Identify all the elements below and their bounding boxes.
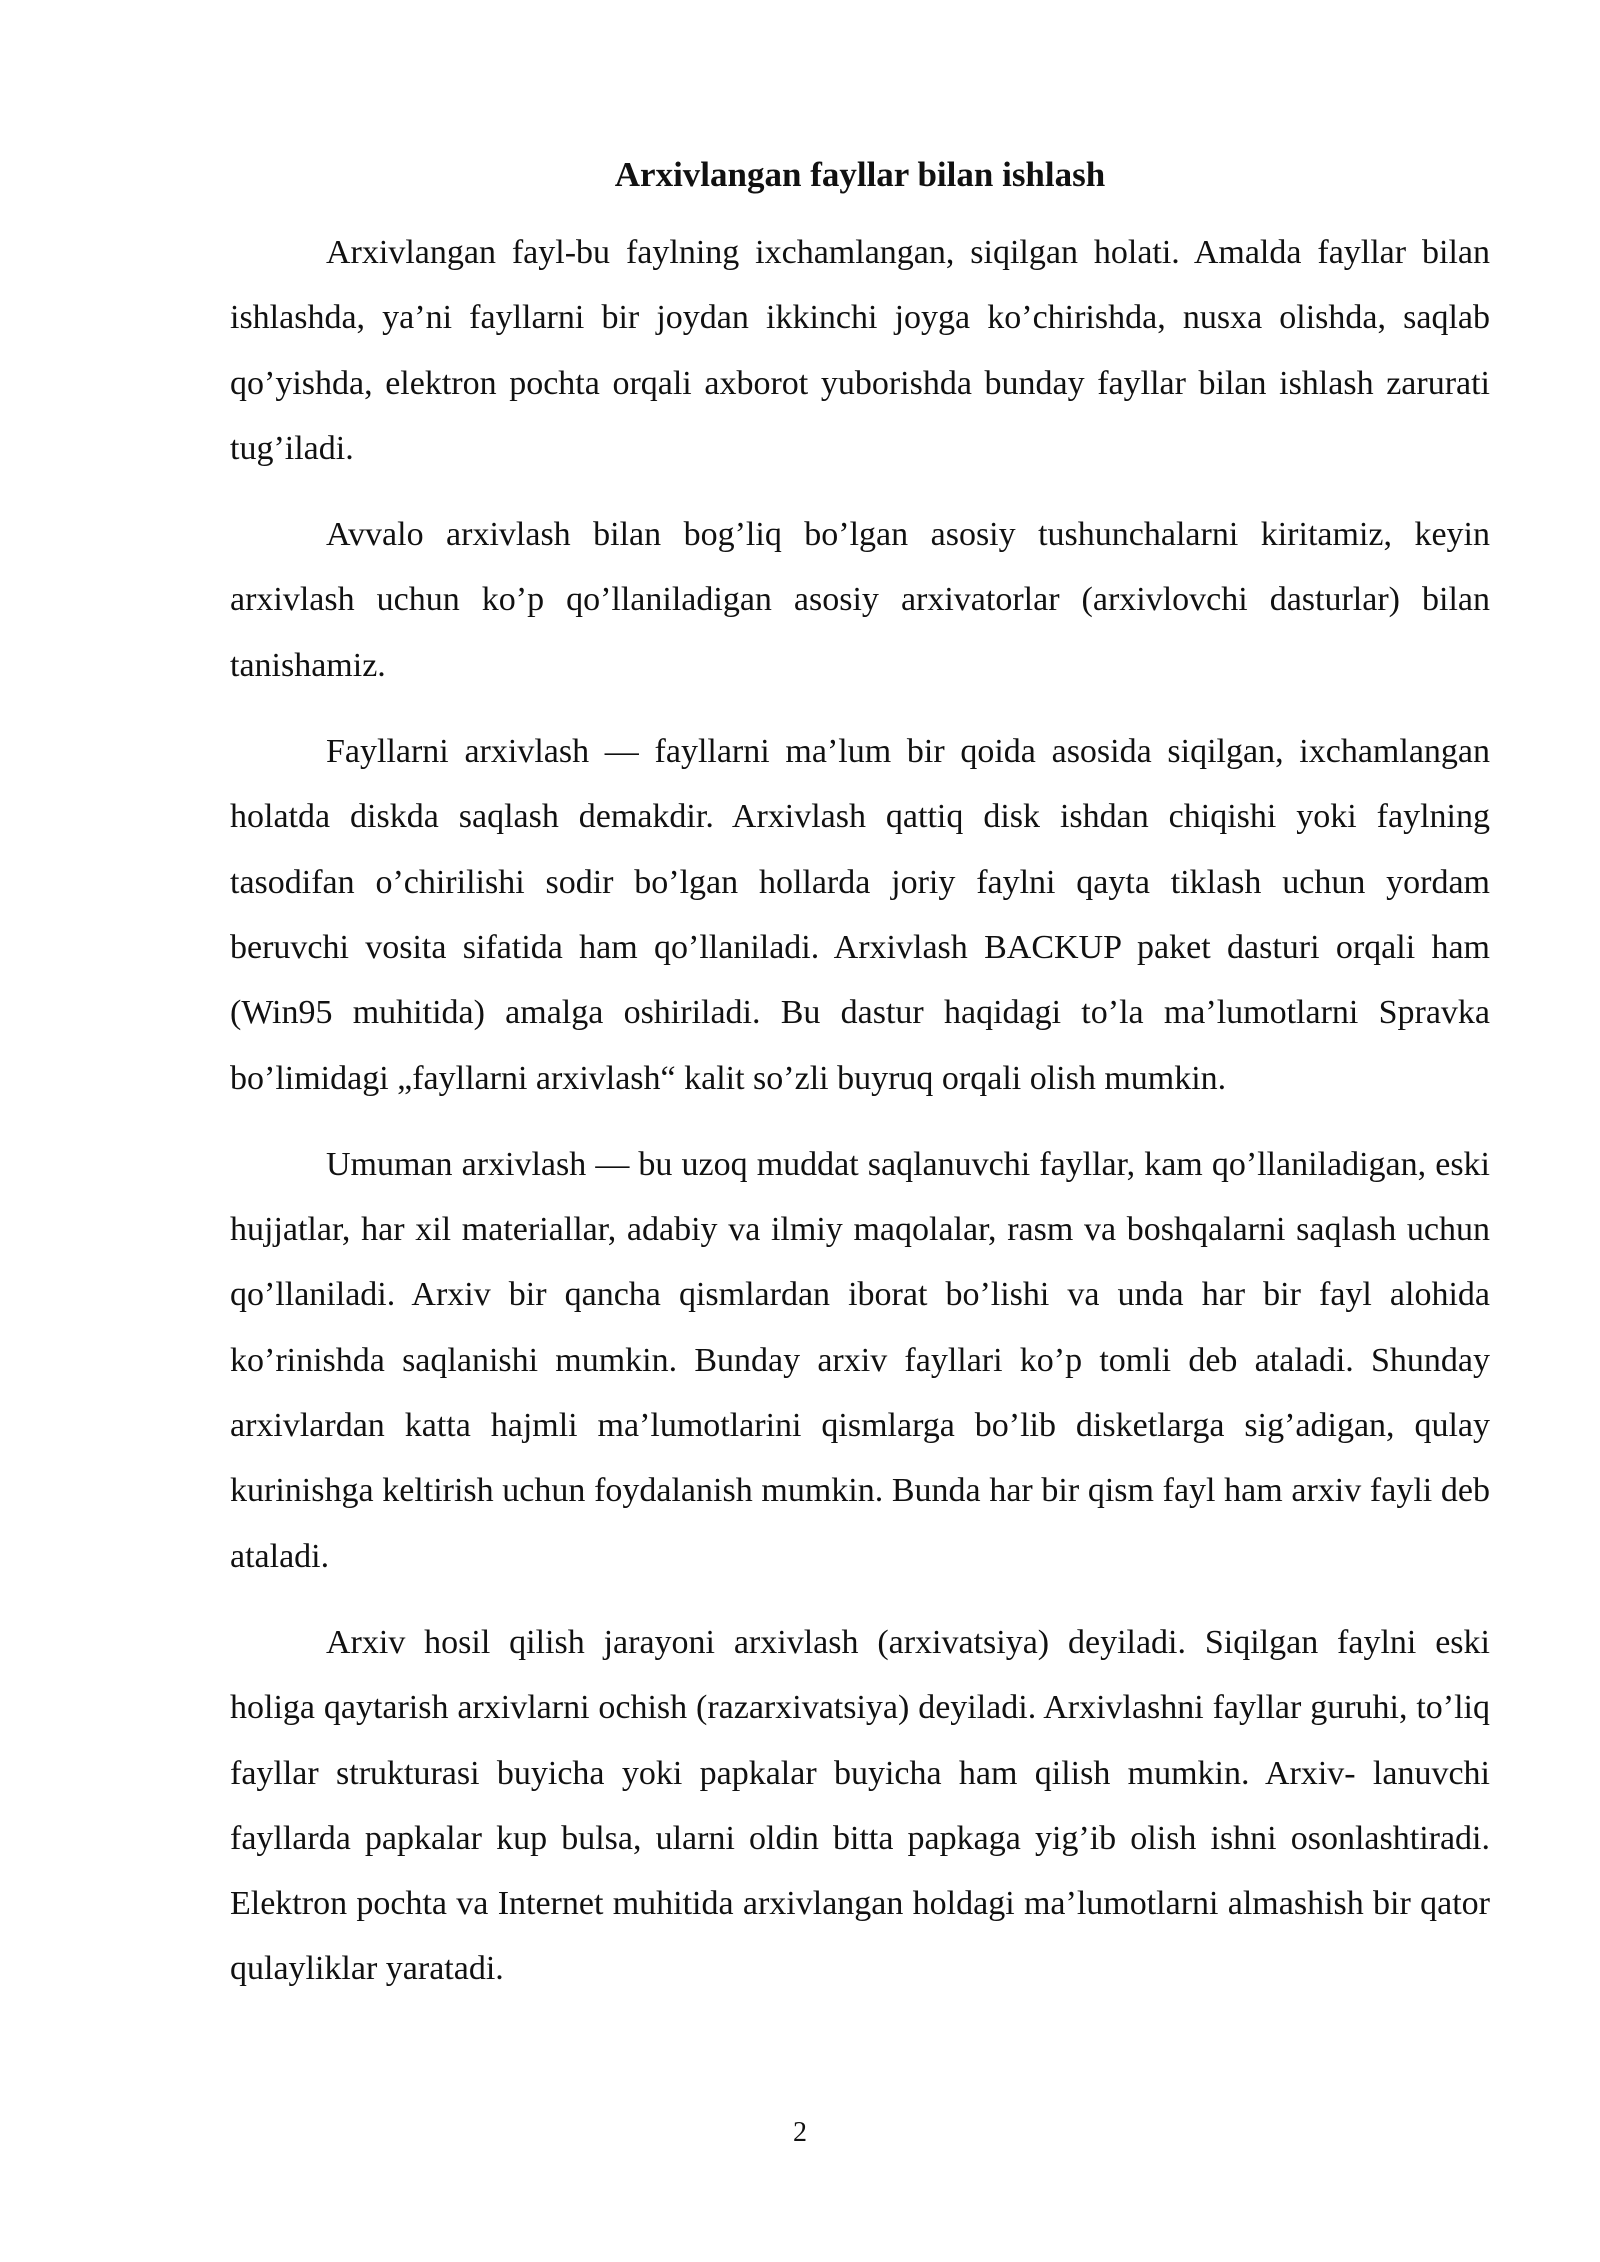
- paragraph-2: Avvalo arxivlash bilan bog’liq bo’lgan asosiy tushunchalarni kiritamiz, keyin arxivlash uchun ko’p qo’llaniladigan asosiy arxivatorlar (arxivlovchi dasturlar) bilan tanishamiz.: [230, 516, 1490, 684]
- paragraph-1: Arxivlangan fayl-bu faylning ixchamlangan, siqilgan holati. Amalda fayllar bilan ishlashda, ya’ni fayllarni bir joydan ikkinchi joyga ko’chirishda, nusxa olishda, saqlab qo’yishda, elektron pochta orqali axborot yuborishda bunday fayllar bilan ishlash zarurati tug’iladi.: [230, 234, 1490, 467]
- paragraph-5: Arxiv hosil qilish jarayoni arxivlash (arxivatsiya) deyiladi. Siqilgan faylni eski holiga qaytarish arxivlarni ochish (razarxivatsiya) deyiladi. Arxivlashni fayllar guruhi, to’liq fayllar strukturasi buyicha yoki papkalar buyicha ham qilish mumkin. Arxiv- lanuvchi fayllarda papkalar kup bulsa, ularni oldin bitta papkaga yig’ib olish ishni osonlashtiradi. Elektron pochta va Internet muhitida arxivlangan holdagi ma’lumotlarni almashish bir qator qulayliklar yaratadi.: [230, 1623, 1490, 1988]
- page-content: [230, 150, 1490, 2023]
- paragraph-3: Fayllarni arxivlash — fayllarni ma’lum bir qoida asosida siqilgan, ixchamlangan holatda diskda saqlash demakdir. Arxivlash qattiq disk ishdan chiqishi yoki faylning tasodifan o’chirilishi sodir bo’lgan hollarda joriy faylni qayta tiklash uchun yordam beruvchi vosita sifatida ham qo’llaniladi. Arxivlash BACKUP paket dasturi orqali ham (Win95 muhitida) amalga oshiriladi. Bu dastur haqidagi to’la ma’lumotlarni Spravka bo’limidagi „fayllarni arxivlash“ kalit so’zli buyruq orqali olish mumkin.: [230, 733, 1490, 1097]
- paragraph-4: Umuman arxivlash — bu uzoq muddat saqlanuvchi fayllar, kam qo’llaniladigan, eski hujjatlar, har xil materiallar, adabiy va ilmiy maqolalar, rasm va boshqalarni saqlash uchun qo’llaniladi. Arxiv bir qancha qismlardan iborat bo’lishi va unda har bir fayl alohida ko’rinishda saqlanishi mumkin. Bunday arxiv fayllari ko’p tomli deb ataladi. Shunday arxivlardan katta hajmli ma’lumotlarini qismlarga bo’lib disketlarga sig’adigan, qulay kurinishga keltirish uchun foydalanish mumkin. Bunda har bir qism fayl ham arxiv fayli deb ataladi.: [230, 1145, 1490, 1575]
- page-number: 2: [793, 2117, 807, 2148]
- document-title: Arxivlangan fayllar bilan ishlash: [614, 155, 1106, 194]
